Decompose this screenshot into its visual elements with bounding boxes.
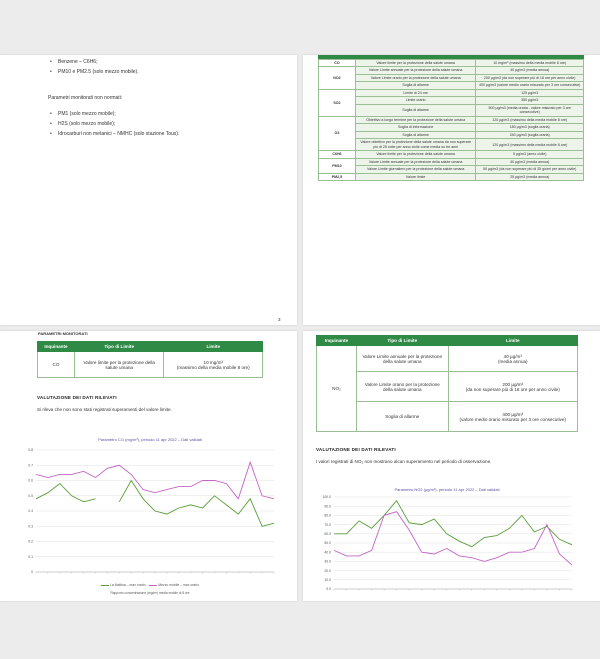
column-header: Tipo di Limite xyxy=(74,342,164,352)
section-heading: VALUTAZIONE DEI DATI RILEVATI xyxy=(316,447,396,452)
y-tick-label: 0.2 xyxy=(28,539,33,544)
cell-param: NO₂ xyxy=(317,346,357,432)
limit-value: 10 mg/m³ xyxy=(203,359,223,365)
column-header: Tipo di Limite xyxy=(356,336,448,346)
column-header: Limite xyxy=(164,342,263,352)
y-tick-label: 50.0 xyxy=(324,541,331,546)
y-tick-label: 0.3 xyxy=(28,524,33,529)
table-row xyxy=(319,89,584,96)
co-limit-table xyxy=(37,341,263,378)
section-heading: VALUTAZIONE DEI DATI RILEVATI xyxy=(37,395,117,400)
limit-value: 400 µg/m³ xyxy=(502,411,524,417)
series-line-1 xyxy=(36,481,274,527)
column-header: Inquinante xyxy=(317,336,357,346)
cell-limit xyxy=(448,402,577,432)
cell-type: Valore Limite annuale per la protezione della salute umana xyxy=(355,158,476,165)
cell-limit: 180 µg/m3 (soglia oraria) xyxy=(476,124,584,131)
y-tick-label: 10.0 xyxy=(324,578,331,582)
cell-limit: 350 µg/m3 xyxy=(476,97,584,104)
table-row xyxy=(317,372,578,402)
cell-param: SO2 xyxy=(319,89,356,116)
y-tick-label: 20.0 xyxy=(324,568,331,573)
cell-limit: 25 µg/m3 (media annua) xyxy=(476,173,584,180)
list-item: • Benzene – C6H6; xyxy=(58,59,97,65)
chart-title: Parametro CO (mg/m³), periodo 11 apr 2022 – Dati validati xyxy=(98,437,202,442)
cell-type: Obiettivo a lungo termine per la protezione della salute umana xyxy=(355,116,476,123)
cell-limit: 5 µg/m3 (anno civile) xyxy=(476,151,584,158)
table-row xyxy=(319,124,584,131)
cell-limit xyxy=(164,352,263,378)
document-page-4 xyxy=(303,331,600,601)
cell-param: PM10 xyxy=(319,158,356,173)
no2-line-chart xyxy=(316,493,578,597)
cell-limit: 500 µg/m3 (media oraria - valore misurato per 3 ore consecutive) xyxy=(476,104,584,116)
table-row xyxy=(317,346,578,372)
document-page-2 xyxy=(303,55,600,325)
legend-item: Mezzo mobile – max orario xyxy=(158,583,199,587)
y-tick-label: 0 xyxy=(31,570,33,575)
limit-note: (massimo della media mobile 8 ore) xyxy=(176,364,250,370)
cell-param: O3 xyxy=(319,116,356,150)
list-item: • PM10 e PM2.5 (solo mezzo mobile). xyxy=(58,69,139,75)
cell-limit: 120 µg/m3 (massimo della media mobile 8 ore) xyxy=(476,116,584,123)
table-row xyxy=(319,82,584,89)
y-tick-label: 0.6 xyxy=(28,478,33,483)
body-text: Si rileva che non sono stati registrati superamenti del valore limite. xyxy=(37,407,172,412)
cell-param: CO xyxy=(38,352,75,378)
table-row xyxy=(319,151,584,158)
table-header-row xyxy=(317,336,578,346)
table-row xyxy=(319,166,584,173)
cell-type: Soglia di allarme xyxy=(355,104,476,116)
table-row xyxy=(319,139,584,151)
cell-type: Soglia di informazione xyxy=(355,124,476,131)
limit-note: (media annua) xyxy=(497,358,528,364)
cell-type: Soglia di allarme xyxy=(355,131,476,138)
table-row xyxy=(319,173,584,180)
y-tick-label: 40.0 xyxy=(324,550,331,555)
cell-limit xyxy=(448,346,577,372)
series-line-1 xyxy=(334,501,572,547)
cell-type: Valore Limite orario per la protezione della salute umana xyxy=(355,74,476,81)
cell-limit: 125 µg/m3 xyxy=(476,89,584,96)
y-tick-label: 70.0 xyxy=(324,522,331,527)
cut-heading: PARAMETRI MONITORATI xyxy=(38,331,88,336)
column-header: Limite xyxy=(448,336,577,346)
cell-limit: 200 µg/m3 (da non superare più di 18 ore per anno civile) xyxy=(476,74,584,81)
cell-param: CO xyxy=(319,60,356,67)
chart-title: Parametro NO2 (µg/m³), periodo 11 apr 2022 – Dati validati xyxy=(394,487,500,492)
cell-type: Limite orario xyxy=(355,97,476,104)
table-header-row xyxy=(38,342,263,352)
cell-type: Soglia di allarme xyxy=(355,82,476,89)
page-number: 3 xyxy=(278,317,281,322)
y-tick-label: 0.7 xyxy=(28,463,33,468)
cell-limit: 240 µg/m3 (soglia oraria) xyxy=(476,131,584,138)
cell-type: Valore limite per la protezione della salute umana xyxy=(355,151,476,158)
table-row xyxy=(319,104,584,116)
legend-item: La Mattina – max orario xyxy=(109,583,146,587)
cell-type: Valore limite per la protezione della salute umana xyxy=(355,60,476,67)
table-row xyxy=(38,352,263,378)
cell-limit: 10 mg/m³ (massimo della media mobile 8 ore) xyxy=(476,60,584,67)
y-tick-label: 0.0 xyxy=(326,587,331,592)
limits-table xyxy=(318,59,584,181)
cell-limit: 400 µg/m3 (valore medio orario misurato per 3 ore consecutive) xyxy=(476,82,584,89)
cell-param: NO2 xyxy=(319,67,356,89)
list-item: • PM1 (solo mezzo mobile); xyxy=(58,111,116,117)
table-row xyxy=(319,97,584,104)
series-line-2 xyxy=(334,512,572,565)
limit-note: (da non superare più di 18 ore per anno civile) xyxy=(465,386,560,392)
legend-swatch-green xyxy=(101,585,109,586)
cell-type: Valore Limite annuale per la protezione della salute umana xyxy=(356,346,448,372)
y-tick-label: 90.0 xyxy=(324,504,331,509)
cell-limit: 50 µg/m3 (da non superare più di 35 giorni per anno civile) xyxy=(476,166,584,173)
limit-value: 40 µg/m³ xyxy=(503,353,522,359)
y-tick-label: 30.0 xyxy=(324,559,331,564)
table-row xyxy=(319,116,584,123)
cell-type: Limite di 24 ore xyxy=(355,89,476,96)
y-tick-label: 0.5 xyxy=(28,493,33,498)
chart-legend xyxy=(20,583,280,587)
table-row xyxy=(319,158,584,165)
y-tick-label: 80.0 xyxy=(324,513,331,518)
cell-type: Valore Limite giornaliero per la protezione della salute umana xyxy=(355,166,476,173)
y-tick-label: 0.4 xyxy=(28,509,33,514)
table-row xyxy=(319,74,584,81)
y-tick-label: 0.1 xyxy=(28,554,33,559)
list-item: • H2S (solo mezzo mobile); xyxy=(58,121,115,127)
cell-limit: 120 µg/m3 (massimo della media mobile 8 ore) xyxy=(476,139,584,151)
cell-type: Valore limite xyxy=(355,173,476,180)
cell-limit: 40 µg/m3 (media annua) xyxy=(476,67,584,74)
legend-swatch-pink xyxy=(149,585,157,586)
document-page-3 xyxy=(0,331,297,601)
cell-type: Valore Limite annuale per la protezione della salute umana xyxy=(355,67,476,74)
subheading: Parametri monitorati non normati: xyxy=(48,95,123,101)
limit-value: 200 µg/m³ xyxy=(502,381,524,387)
cell-type: Valore obiettivo per la protezione della salute umana da non superare più di 25 volte per anno civile come media su tre anni xyxy=(355,139,476,151)
y-tick-label: 60.0 xyxy=(324,532,331,536)
table-row xyxy=(319,131,584,138)
cell-limit: 40 µg/m3 (media annua) xyxy=(476,158,584,165)
table-row xyxy=(319,60,584,67)
list-item: • Idrocarburi non metanici – NMHC (solo stazione Tous). xyxy=(58,131,179,137)
co-line-chart xyxy=(20,444,280,579)
cell-param: C6H6 xyxy=(319,151,356,158)
cell-type: Soglia di allarme xyxy=(356,402,448,432)
y-tick-label: 0.8 xyxy=(28,448,33,453)
column-header: Inquinante xyxy=(38,342,75,352)
table-row xyxy=(319,67,584,74)
chart-note: Rapporto concentrazione (mg/m³) media mobile di 8 ore xyxy=(110,591,190,595)
no2-limit-table xyxy=(316,335,578,432)
cell-limit xyxy=(448,372,577,402)
body-text: I valori registrati di NO₂ non mostrano alcun superamento nel periodo di osservazione. xyxy=(316,459,492,464)
document-page-1 xyxy=(0,55,297,325)
table-row xyxy=(317,402,578,432)
cell-param: PM2,5 xyxy=(319,173,356,180)
y-tick-label: 100.0 xyxy=(322,495,331,500)
cell-type: Valore Limite orario per la protezione della salute umana xyxy=(356,372,448,402)
cell-type: Valore limite per la protezione della salute umana xyxy=(74,352,164,378)
limit-note: (valore medio orario misurato per 3 ore consecutive) xyxy=(459,416,567,422)
